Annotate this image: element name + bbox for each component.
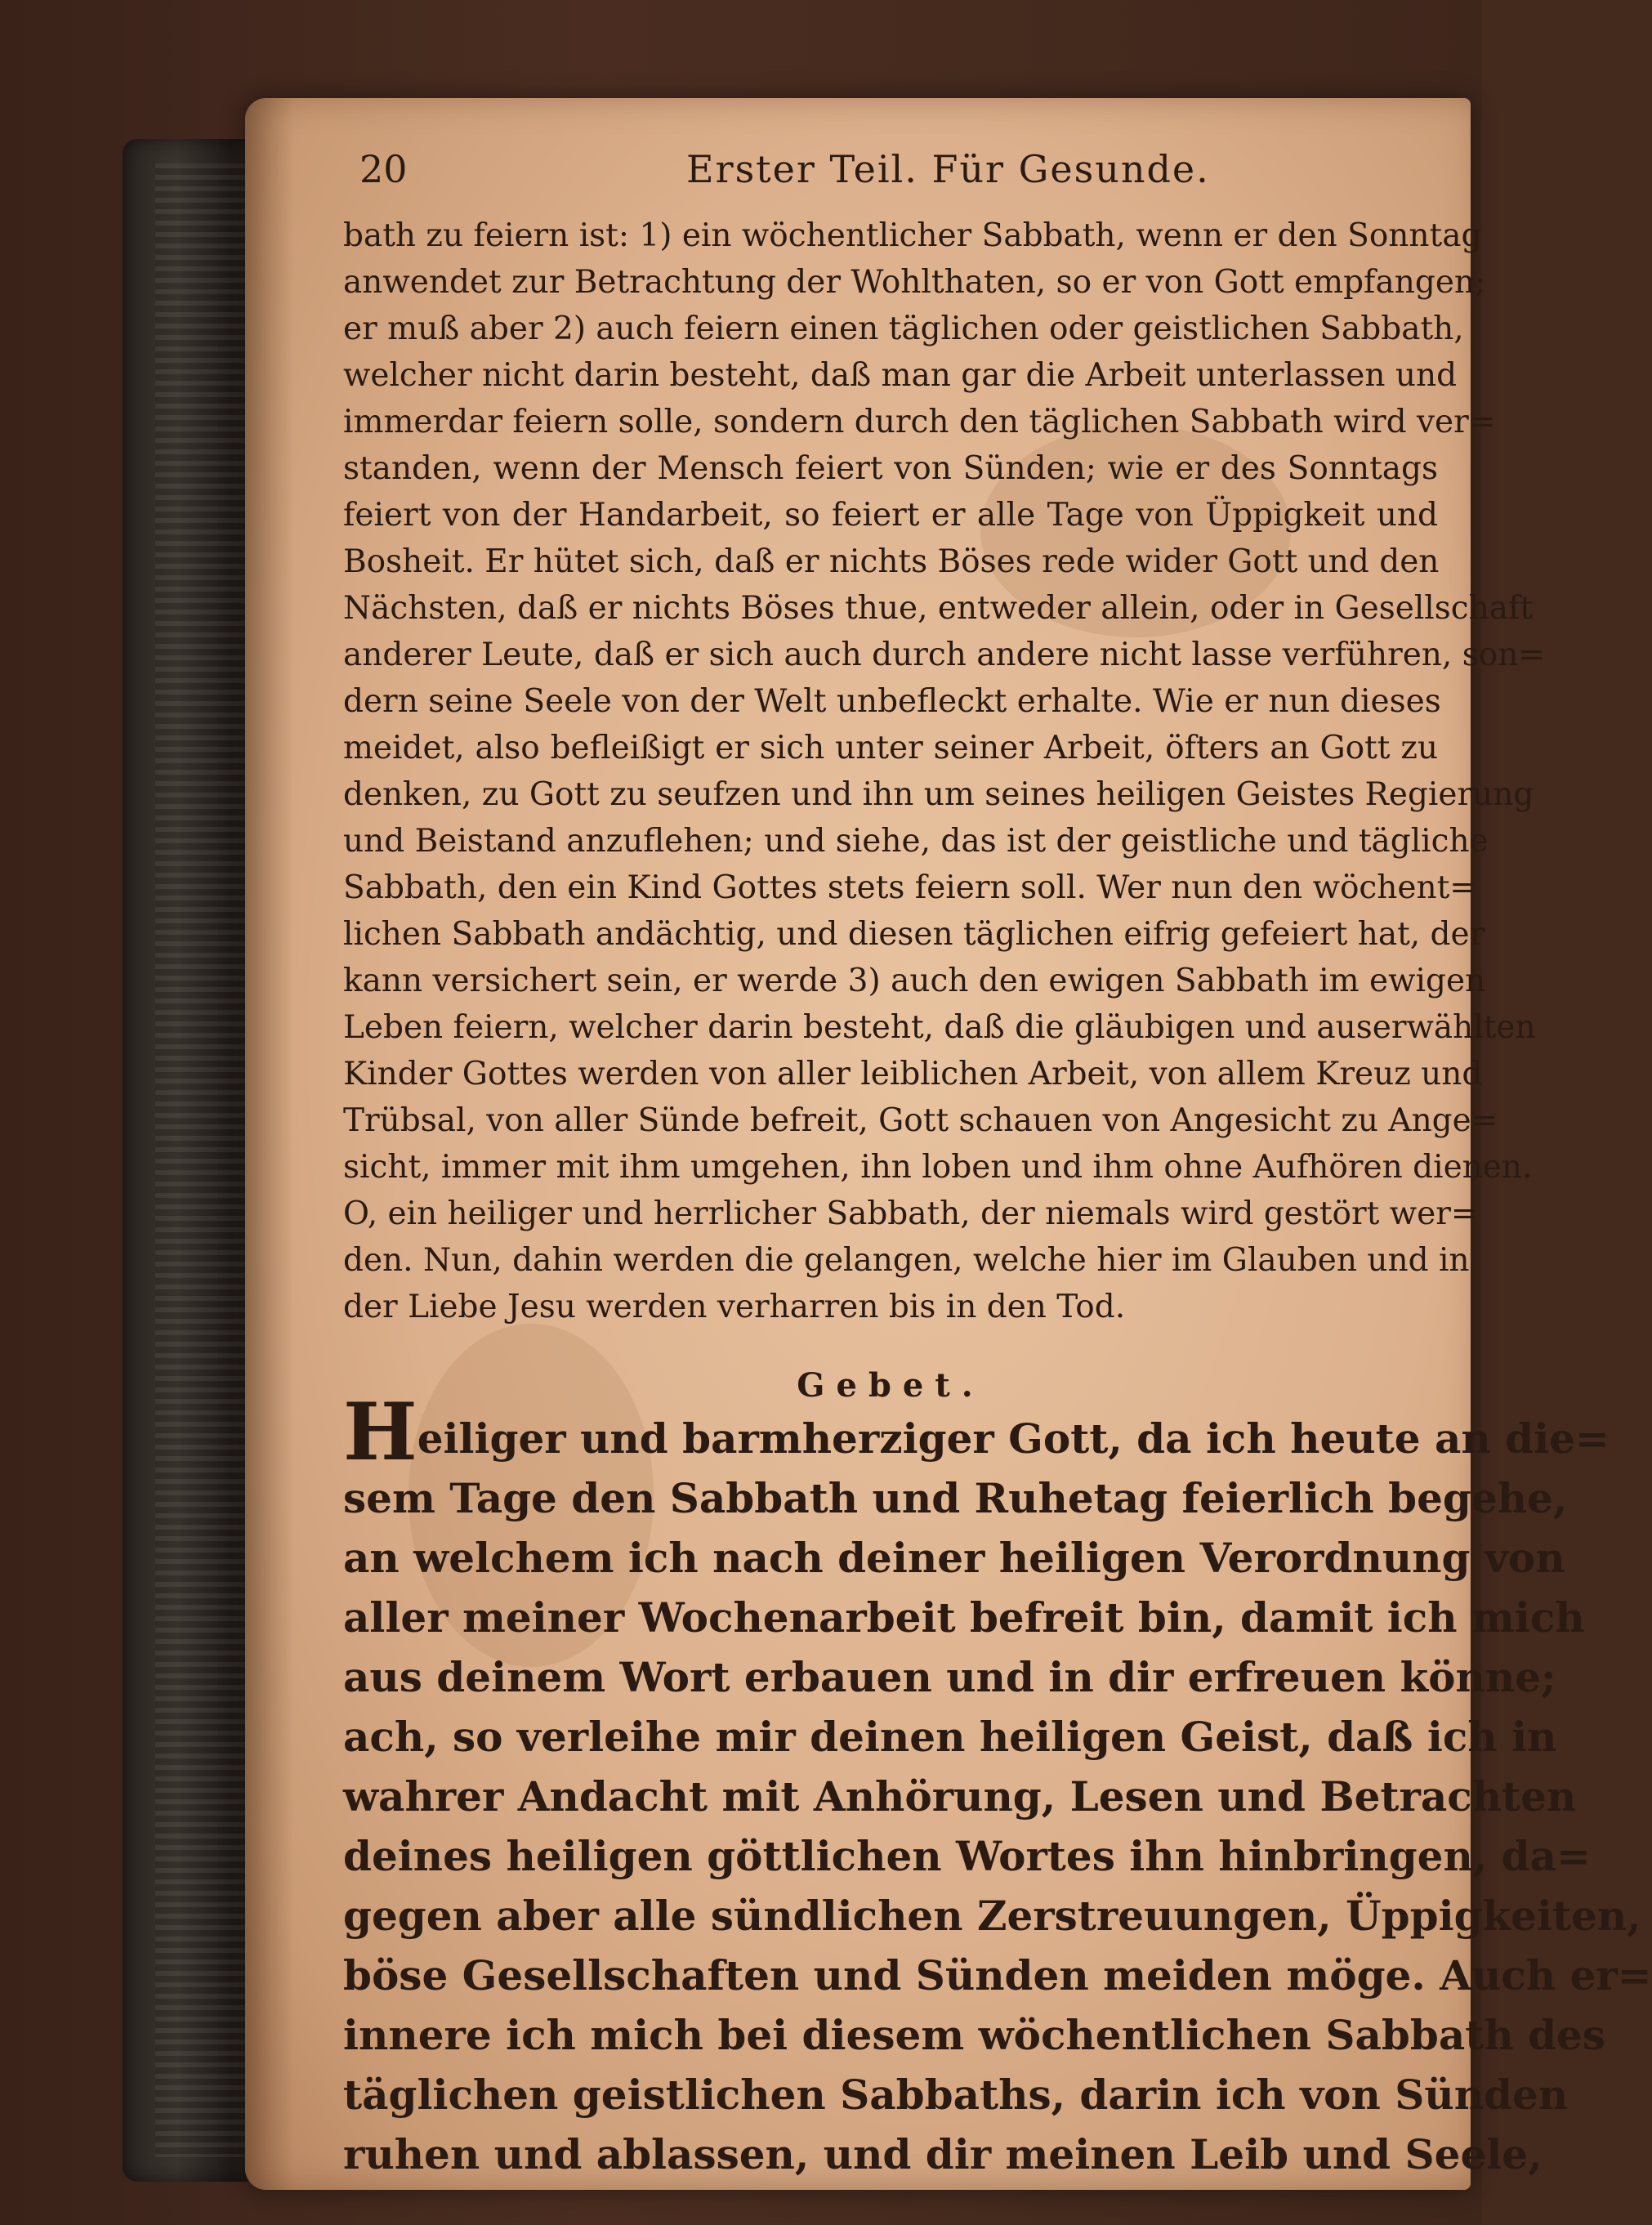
body-line: anwendet zur Betrachtung der Wohlthaten, so er von Gott empfangen; (343, 264, 1486, 301)
prayer-line (343, 1386, 1610, 1478)
prayer-line: wahrer Andacht mit Anhörung, Lesen und Betrachten (343, 1772, 1577, 1821)
body-line: O, ein heiliger und herrlicher Sabbath, der niemals wird gestört wer= (343, 1195, 1478, 1232)
body-line: Trübsal, von aller Sünde befreit, Gott schauen von Angesicht zu Ange= (343, 1102, 1498, 1139)
page-number: 20 (359, 147, 408, 191)
page-content (343, 123, 1652, 2184)
prayer-text (343, 1386, 1652, 2184)
body-line: Nächsten, daß er nichts Böses thue, entweder allein, oder in Gesellschaft (343, 590, 1534, 627)
body-line: er muß aber 2) auch feiern einen täglichen oder geistlichen Sabbath, (343, 311, 1464, 347)
prayer-line: gegen aber alle sündlichen Zerstreuungen, Üppigkeiten, (343, 1892, 1641, 1940)
body-line: lichen Sabbath andächtig, und diesen täglichen eifrig gefeiert hat, der (343, 916, 1485, 953)
body-line: und Beistand anzuflehen; und siehe, das ist der geistliche und tägliche (343, 823, 1489, 860)
prayer-line: aller meiner Wochenarbeit befreit bin, damit ich mich (343, 1593, 1585, 1642)
body-line: standen, wenn der Mensch feiert von Sünden; wie er des Sonntags (343, 450, 1438, 487)
body-line: anderer Leute, daß er sich auch durch andere nicht lasse verführen, son= (343, 637, 1545, 673)
body-line: denken, zu Gott zu seufzen und ihn um seines heiligen Geistes Regierung (343, 776, 1534, 813)
prayer-heading: Gebet. (797, 1366, 985, 1405)
book-page (245, 98, 1652, 2190)
body-text (343, 212, 1545, 1330)
prayer-line: böse Gesellschaften und Sünden meiden möge. Auch er= (343, 1951, 1652, 1999)
prayer-line: aus deinem Wort erbauen und in dir erfreuen könne; (343, 1653, 1556, 1701)
body-line: Leben feiern, welcher darin besteht, daß die gläubigen und auserwählten (343, 1009, 1536, 1046)
body-line: immerdar feiern solle, sondern durch den täglichen Sabbath wird ver= (343, 404, 1496, 440)
prayer-line: ruhen und ablassen, und dir meinen Leib und Seele, (343, 2130, 1543, 2178)
body-line: sicht, immer mit ihm umgehen, ihn loben und ihm ohne Aufhören dienen. (343, 1149, 1533, 1186)
body-line: Bosheit. Er hütet sich, daß er nichts Böses rede wider Gott und den (343, 543, 1440, 580)
prayer-line: täglichen geistlichen Sabbaths, darin ich von Sünden (343, 2071, 1569, 2119)
body-line: Sabbath, den ein Kind Gottes stets feiern soll. Wer nun den wöchent= (343, 869, 1476, 906)
prayer-first-line: eiliger und barmherziger Gott, da ich heute an die= (417, 1414, 1610, 1463)
body-line: welcher nicht darin besteht, daß man gar die Arbeit unterlassen und (343, 357, 1458, 394)
body-line: meidet, also befleißigt er sich unter seiner Arbeit, öfters an Gott zu (343, 730, 1438, 766)
running-head: Erster Teil. Für Gesunde. (686, 147, 1210, 191)
body-line: Kinder Gottes werden von aller leiblichen Arbeit, von allem Kreuz und (343, 1056, 1483, 1092)
body-line: der Liebe Jesu werden verharren bis in den Tod. (343, 1289, 1126, 1325)
page-header (343, 123, 1438, 212)
body-line: feiert von der Handarbeit, so feiert er alle Tage von Üppigkeit und (343, 497, 1438, 534)
body-line: kann versichert sein, er werde 3) auch den ewigen Sabbath im ewigen (343, 963, 1486, 999)
prayer-line: ach, so verleihe mir deinen heiligen Geist, daß ich in (343, 1713, 1557, 1761)
prayer-line: an welchem ich nach deiner heiligen Verordnung von (343, 1534, 1565, 1582)
prayer-line: innere ich mich bei diesem wöchentlichen Sabbath des (343, 2011, 1605, 2059)
body-line: den. Nun, dahin werden die gelangen, welche hier im Glauben und in (343, 1242, 1470, 1279)
prayer-line: sem Tage den Sabbath und Ruhetag feierlich begehe, (343, 1474, 1568, 1522)
body-line: bath zu feiern ist: 1) ein wöchentlicher Sabbath, wenn er den Sonntag (343, 217, 1482, 254)
drop-initial: H (343, 1386, 417, 1478)
body-line: dern seine Seele von der Welt unbefleckt erhalte. Wie er nun dieses (343, 683, 1441, 720)
prayer-line: deines heiligen göttlichen Wortes ihn hinbringen, da= (343, 1832, 1591, 1880)
